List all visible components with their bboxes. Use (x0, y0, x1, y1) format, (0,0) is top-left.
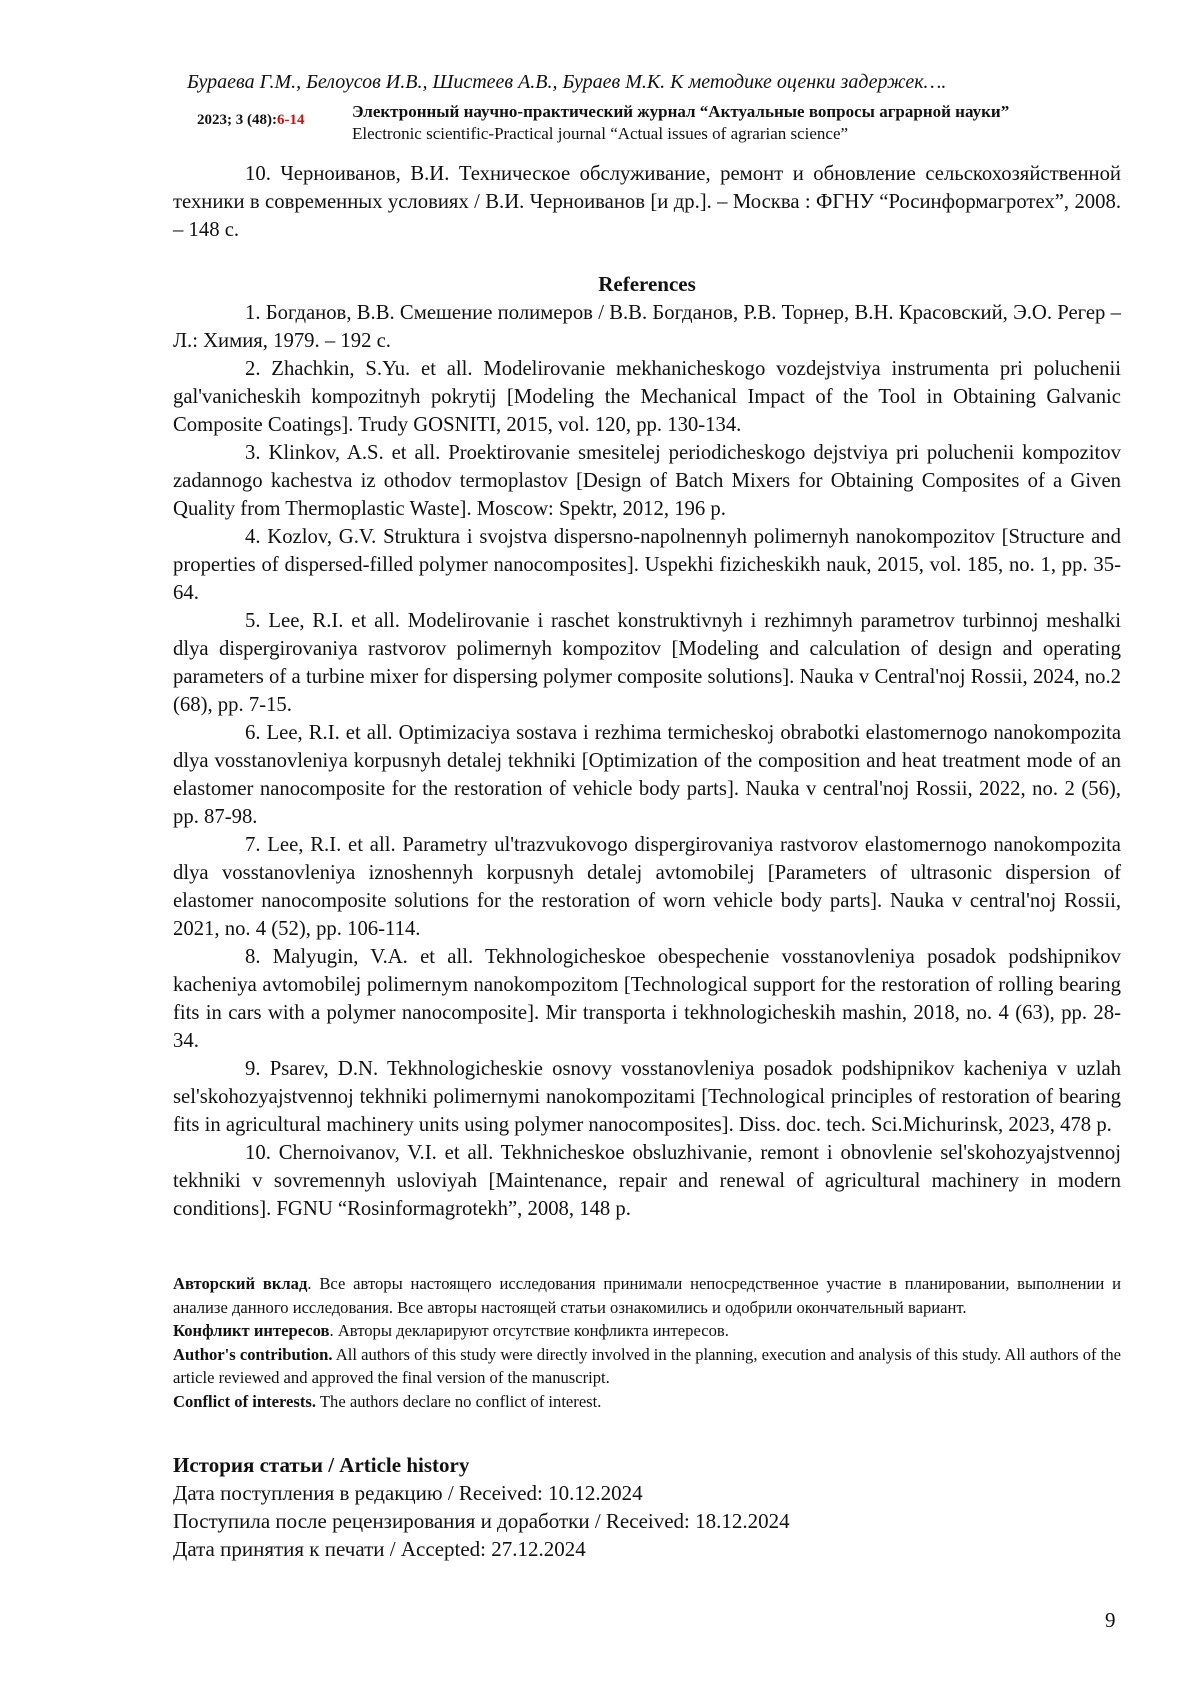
author-contribution-en (173, 1343, 1121, 1390)
russian-reference-10: 10. Черноиванов, В.И. Техническое обслуживание, ремонт и обновление сельскохозяйственной техники в современных условиях / В.И. Черноиванов [и др.]. – Москва : ФГНУ “Росинформагротех”, 2008. – 148 с. (173, 163, 1121, 241)
russian-reference-list (173, 160, 1121, 244)
reference-item: 10. Chernoivanov, V.I. et all. Tekhnicheskoe obsluzhivanie, remont i obnovlenie sel'skohozyajstvennoj tekhniki v sovremennyh usloviyah [Maintenance, repair and renewal of agricultural machinery in modern conditions]. FGNU “Rosinformagrotekh”, 2008, 148 p. (173, 1142, 1121, 1220)
revised-date: Поступила после рецензирования и доработки / Received: 18.12.2024 (173, 1509, 790, 1533)
reference-item: 1. Богданов, В.В. Смешение полимеров / В.В. Богданов, Р.В. Торнер, В.Н. Красовский, Э.О. Регер – Л.: Химия, 1979. – 192 с. (173, 302, 1121, 352)
article-history (173, 1451, 790, 1563)
conflict-of-interest-ru-text: . Авторы декларируют отсутствие конфликта интересов. (329, 1321, 729, 1340)
reference-item: 4. Kozlov, G.V. Struktura i svojstva dispersno-napolnennyh polimernyh nanokompozitov [Structure and properties of dispersed-filled polymer nanocomposites]. Uspekhi fizicheskikh nauk, 2015, vol. 185, no. 1, pp. 35-64. (173, 526, 1121, 604)
reference-item: 3. Klinkov, A.S. et all. Proektirovanie smesitelej periodicheskogo dejstviya pri poluchenii kompozitov zadannogo kachestva iz othodov termoplastov [Design of Batch Mixers for Obtaining Composites of a Given Quality from Thermoplastic Waste]. Moscow: Spektr, 2012, 196 p. (173, 442, 1121, 520)
conflict-of-interest-ru (173, 1319, 1121, 1343)
conflict-of-interest-ru-label: Конфликт интересов (173, 1321, 330, 1340)
author-contribution-ru-label: Авторский вклад (173, 1274, 308, 1293)
declarations (173, 1272, 1121, 1413)
conflict-of-interest-en-text: The authors declare no conflict of interest. (316, 1391, 602, 1411)
issue-prefix: 2023; 3 (48): (197, 112, 277, 128)
author-contribution-en-label: Author's contribution. (173, 1344, 333, 1364)
running-head: Бураева Г.М., Белоусов И.В., Шистеев А.В., Бураев М.К. К методике оценки задержек…. (187, 71, 947, 93)
journal-title-en: Electronic scientific-Practical journal “Actual issues of agrarian science” (352, 124, 849, 143)
article-history-title: История статьи / Article history (173, 1453, 470, 1477)
conflict-of-interest-en-label: Conflict of interests. (173, 1391, 317, 1411)
received-date: Дата поступления в редакцию / Received: 10.12.2024 (173, 1481, 643, 1505)
reference-item: 8. Malyugin, V.A. et all. Tekhnologicheskoe obespechenie vosstanovleniya posadok podshipnikov kacheniya avtomobilej polimernym nanokompozitom [Technological support for the restoration of rolling bearing fits in cars with a polymer nanocomposite]. Mir transporta i tekhnologicheskih mashin, 2018, no. 4 (63), pp. 28-34. (173, 946, 1121, 1052)
reference-item: 7. Lee, R.I. et all. Parametry ul'trazvukovogo dispergirovaniya rastvorov elastomernogo nanokompozita dlya vosstanovleniya iznoshennyh korpusnyh detalej avtomobilej [Parameters of ultrasonic dispersion of elastomer nanocomposite solutions for the restoration of worn vehicle body parts]. Nauka v central'noj Rossii, 2021, no. 4 (52), pp. 106-114. (173, 834, 1121, 940)
author-contribution-ru (173, 1272, 1121, 1319)
issue-info (197, 112, 304, 129)
accepted-date: Дата принятия к печати / Accepted: 27.12.2024 (173, 1537, 586, 1561)
author-contribution-en-text: All authors of this study were directly involved in the planning, execution and analysis of this study. All authors of the article reviewed and approved the final version of the manuscript. (173, 1344, 1121, 1387)
reference-item: 9. Psarev, D.N. Tekhnologicheskie osnovy vosstanovleniya posadok podshipnikov kacheniya v uzlah sel'skohozyajstvennoj tekhniki polimernymi nanokompozitami [Technological principles of restoration of bearing fits in agricultural machinery units using polymer nanocomposites]. Diss. doc. tech. Sci.Michurinsk, 2023, 478 p. (173, 1058, 1121, 1136)
reference-item: 6. Lee, R.I. et all. Optimizaciya sostava i rezhima termicheskoj obrabotki elastomernogo nanokompozita dlya vosstanovleniya korpusnyh detalej tekhniki [Optimization of the composition and heat treatment mode of an elastomer nanocomposite for the restoration of vehicle body parts]. Nauka v central'noj Rossii, 2022, no. 2 (56), pp. 87-98. (173, 722, 1121, 828)
references-heading: References (598, 272, 696, 296)
journal-title-ru: Электронный научно-практический журнал “Актуальные вопросы аграрной науки” (352, 102, 1010, 121)
page-number: 9 (1105, 1608, 1116, 1632)
conflict-of-interest-en (173, 1390, 1121, 1414)
author-contribution-ru-text: . Все авторы настоящего исследования принимали непосредственное участие в планировании, выполнении и анализе данного исследования. Все авторы настоящей статьи ознакомились и одобрили окончательный вариант. (173, 1274, 1121, 1317)
references-list (173, 299, 1121, 1223)
issue-pages: 6-14 (276, 112, 305, 128)
reference-item: 5. Lee, R.I. et all. Modelirovanie i raschet konstruktivnyh i rezhimnyh parametrov turbinnoj meshalki dlya dispergirovaniya rastvorov polimernyh kompozitov [Modeling and calculation of design and operating parameters of a turbine mixer for dispersing polymer composite solutions]. Nauka v Central'noj Rossii, 2024, no.2 (68), pp. 7-15. (173, 610, 1121, 716)
reference-item: 2. Zhachkin, S.Yu. et all. Modelirovanie mekhanicheskogo vozdejstviya instrumenta pri poluchenii gal'vanicheskih kompozitnyh pokrytij [Modeling the Mechanical Impact of the Tool in Obtaining Galvanic Composite Coatings]. Trudy GOSNITI, 2015, vol. 120, pp. 130-134. (173, 358, 1121, 436)
